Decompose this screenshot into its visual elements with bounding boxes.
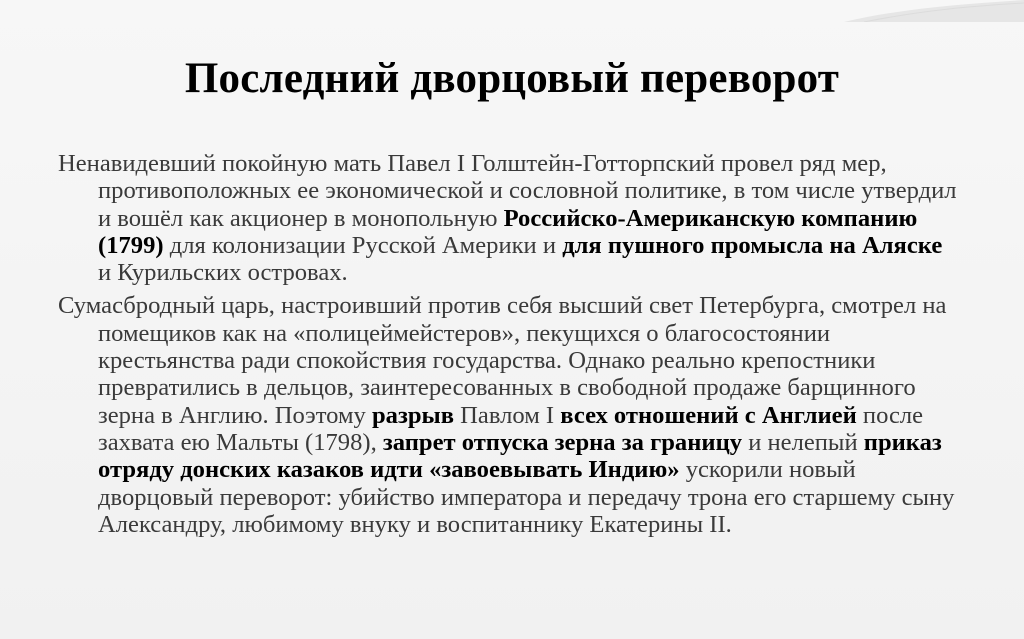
paragraph-text: Ненавидевший покойную мать Павел I Голштейн-Готторпский провел ряд мер, противоположных ее экономической и сословной политике, в том числе утвердил и вошёл как акционер в монопольную [58, 150, 957, 232]
bold-text: приказ отряду донских казаков идти «завоевывать Индию» [98, 428, 942, 484]
slide-title: Последний дворцовый переворот [184, 55, 840, 102]
bold-text: Российско-Американскую компанию (1799) [98, 204, 918, 259]
paragraph-text: и Курильских островах. [98, 259, 348, 287]
bold-text: разрыв [371, 401, 454, 429]
corner-decoration-icon [844, 0, 1024, 22]
paragraph-text: для колонизации Русской Америки и [163, 231, 563, 259]
bold-text: запрет отпуска зерна за границу [382, 428, 743, 456]
paragraph-text: и нелепый [742, 428, 864, 456]
paragraph-text: Сумасбродный царь, настроивший против себя высший свет Петербурга, смотрел на помещиков как на «полицеймейстеров», пекущихся о благосостоянии крестьянства ради спокойствия государства. Однако реально крепостники превратились в дельцов, заинтересованных в свободной продаже барщинного зерна в Англию. Поэтому [58, 292, 947, 429]
bold-text: для пушного промысла на Аляске [562, 231, 943, 259]
paragraph-2 [58, 292, 958, 538]
paragraph-text: после захвата ею Мальты (1798), [98, 401, 924, 456]
slide-body [58, 150, 958, 544]
paragraph-text: ускорили новый дворцовый переворот: убийство императора и передачу трона его старшему сыну Александру, любимому внуку и воспитаннику Екатерины II. [98, 456, 955, 538]
paragraph-text: Павлом I [454, 401, 561, 429]
bold-text: всех отношений с Англией [560, 401, 857, 429]
paragraph-1 [58, 150, 958, 286]
